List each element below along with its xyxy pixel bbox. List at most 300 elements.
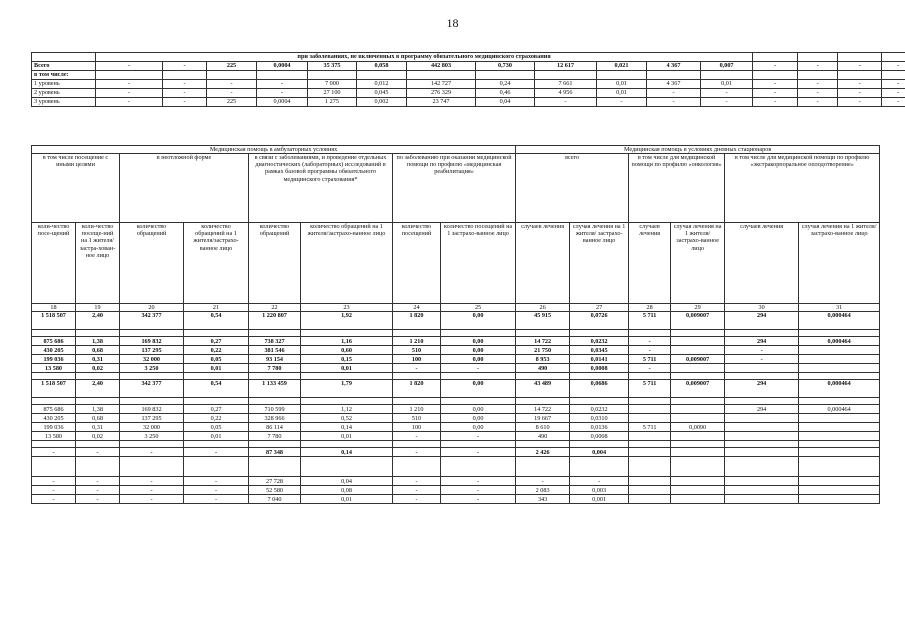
table-cell: - xyxy=(753,89,798,98)
table-cell: - xyxy=(393,364,441,373)
table-cell xyxy=(671,414,725,423)
table-cell: 137 295 xyxy=(120,346,184,355)
column-number: 22 xyxy=(249,304,301,312)
table-cell: 510 xyxy=(393,414,441,423)
group-header-ambulatory: Медицинская помощь в амбулаторных условиях xyxy=(32,146,516,154)
table-cell: 0,0008 xyxy=(570,364,629,373)
table-cell xyxy=(799,495,880,504)
table-cell: 1 518 507 xyxy=(32,380,76,398)
table-cell xyxy=(798,71,838,80)
table-cell: 0,00 xyxy=(441,312,516,330)
table-cell: 0,01 xyxy=(701,80,753,89)
main-volumes-table xyxy=(31,145,880,504)
table-cell: 8 610 xyxy=(516,423,570,432)
table-cell: - xyxy=(535,98,597,107)
table-cell: 0,46 xyxy=(476,89,535,98)
table-cell: - xyxy=(882,80,905,89)
table-cell xyxy=(257,71,308,80)
table-cell: 1 275 xyxy=(308,98,357,107)
sub-header: по заболеванию при оказании медицинской помощи по профилю «медицинская реабилитация» xyxy=(393,154,516,223)
table-cell: - xyxy=(163,80,207,89)
table-cell: - xyxy=(32,448,76,457)
table-cell: - xyxy=(882,62,905,71)
table-cell: 0,021 xyxy=(597,62,647,71)
table-cell: 93 154 xyxy=(249,355,301,364)
table-cell xyxy=(725,448,799,457)
table-cell: 5 711 xyxy=(629,380,671,398)
table-cell xyxy=(671,495,725,504)
table-cell: - xyxy=(120,448,184,457)
table-cell: - xyxy=(753,98,798,107)
table-cell xyxy=(701,71,753,80)
table-cell: - xyxy=(184,495,249,504)
table-row xyxy=(32,432,880,441)
table-cell: 0,08 xyxy=(301,486,393,495)
table-cell: 0,01 xyxy=(597,89,647,98)
table-cell: - xyxy=(882,89,905,98)
table-cell: 142 727 xyxy=(407,80,476,89)
sub-header: в том числе посещение с иными целями xyxy=(32,154,120,223)
table-cell: - xyxy=(725,355,799,364)
table-cell: 381 546 xyxy=(249,346,301,355)
table-cell xyxy=(671,405,725,414)
table-cell: 5 711 xyxy=(629,355,671,364)
table-cell: 0,15 xyxy=(301,355,393,364)
table-cell: 1 220 807 xyxy=(249,312,301,330)
table-cell: 0,01 xyxy=(301,364,393,373)
table-cell: - xyxy=(798,62,838,71)
table-cell: 3 250 xyxy=(120,432,184,441)
table-row xyxy=(32,495,880,504)
table-cell: 0,0726 xyxy=(570,312,629,330)
table-cell: - xyxy=(516,477,570,486)
table-cell: 0,31 xyxy=(76,423,120,432)
table-cell: 87 348 xyxy=(249,448,301,457)
table-cell: - xyxy=(798,89,838,98)
table-cell: 35 375 xyxy=(308,62,357,71)
table-row xyxy=(32,312,880,330)
table-cell: 0,02 xyxy=(76,364,120,373)
table-cell: 294 xyxy=(725,405,799,414)
table-cell: 0,001 xyxy=(570,495,629,504)
table-cell: - xyxy=(570,477,629,486)
table-cell xyxy=(597,71,647,80)
table-cell: 32 000 xyxy=(120,423,184,432)
table-cell: 1,38 xyxy=(76,337,120,346)
table-cell: - xyxy=(798,98,838,107)
table-cell xyxy=(725,486,799,495)
column-number: 30 xyxy=(725,304,799,312)
table-cell: - xyxy=(647,98,701,107)
table-cell: - xyxy=(184,477,249,486)
table-cell: - xyxy=(76,486,120,495)
table-cell xyxy=(671,448,725,457)
table-cell: 294 xyxy=(725,380,799,398)
table-cell: 7 780 xyxy=(249,432,301,441)
table-cell: - xyxy=(441,477,516,486)
table-cell: 1,79 xyxy=(301,380,393,398)
table-row xyxy=(32,346,880,355)
table-cell xyxy=(357,71,407,80)
table-cell: 0,00 xyxy=(441,414,516,423)
table-cell: 0,24 xyxy=(476,80,535,89)
table-cell: 0,00 xyxy=(441,355,516,364)
table-cell xyxy=(799,346,880,355)
table-cell: 0,00 xyxy=(441,346,516,355)
table-cell: - xyxy=(76,477,120,486)
table-cell: 7 040 xyxy=(249,495,301,504)
table-cell: 13 580 xyxy=(32,364,76,373)
table-cell xyxy=(629,405,671,414)
table-cell: 490 xyxy=(516,364,570,373)
table-cell: - xyxy=(838,62,882,71)
table-cell: 738 327 xyxy=(249,337,301,346)
table-cell: - xyxy=(701,98,753,107)
row-label: Всего xyxy=(32,62,96,71)
table-cell xyxy=(799,423,880,432)
column-header: количество посещений xyxy=(393,223,441,304)
column-number: 24 xyxy=(393,304,441,312)
spacer-row xyxy=(32,330,880,337)
table-cell: 13 580 xyxy=(32,432,76,441)
group-header-day-hospital: Медицинская помощь в условиях дневных стационаров xyxy=(516,146,880,154)
table-cell xyxy=(629,432,671,441)
table-cell xyxy=(207,71,257,80)
table-cell: 7 661 xyxy=(535,80,597,89)
sub-header: всего xyxy=(516,154,629,223)
table-cell: 490 xyxy=(516,432,570,441)
table-cell: - xyxy=(629,364,671,373)
table-cell xyxy=(671,337,725,346)
table-cell: 0,0141 xyxy=(570,355,629,364)
table-cell: - xyxy=(76,448,120,457)
top-summary-table xyxy=(31,52,905,107)
table-cell: 0,68 xyxy=(76,414,120,423)
table-row xyxy=(32,405,880,414)
table-cell: 32 000 xyxy=(120,355,184,364)
table-cell: 86 114 xyxy=(249,423,301,432)
table-cell xyxy=(838,71,882,80)
table-cell: 0,00 xyxy=(441,337,516,346)
table-cell: 21 750 xyxy=(516,346,570,355)
table-row xyxy=(32,414,880,423)
table-cell: - xyxy=(184,448,249,457)
table-cell: - xyxy=(96,80,163,89)
spacer-row xyxy=(32,457,880,477)
table-cell: 0,058 xyxy=(357,62,407,71)
table-cell: 0,00 xyxy=(441,405,516,414)
table-row xyxy=(32,364,880,373)
table-cell: 0,02 xyxy=(76,432,120,441)
column-header: случаев лечения xyxy=(725,223,799,304)
table-cell: 45 915 xyxy=(516,312,570,330)
table-cell: 294 xyxy=(725,337,799,346)
table-cell xyxy=(725,414,799,423)
table-cell xyxy=(725,423,799,432)
table-cell xyxy=(799,477,880,486)
table-cell: 0,0232 xyxy=(570,337,629,346)
column-number: 26 xyxy=(516,304,570,312)
table-cell: 0,68 xyxy=(76,346,120,355)
table-cell: 7 780 xyxy=(249,364,301,373)
table-cell: - xyxy=(393,486,441,495)
top-table-title: при заболеваниях, не включенных в программу обязательного медицинского страхования xyxy=(96,53,753,62)
table-cell xyxy=(725,477,799,486)
table-cell xyxy=(753,71,798,80)
table-cell: 0,27 xyxy=(184,337,249,346)
column-number: 28 xyxy=(629,304,671,312)
column-header: случая лечения на 1 жителя/ застрахо-ванное лицо xyxy=(671,223,725,304)
table-cell xyxy=(671,432,725,441)
row-label: 2 уровень xyxy=(32,89,96,98)
table-cell: 43 489 xyxy=(516,380,570,398)
table-cell: 1,38 xyxy=(76,405,120,414)
table-cell: 328 966 xyxy=(249,414,301,423)
column-number: 31 xyxy=(799,304,880,312)
table-cell xyxy=(725,432,799,441)
table-cell: - xyxy=(838,89,882,98)
sub-header: в неотложной форме xyxy=(120,154,249,223)
top-table-row xyxy=(32,89,905,98)
table-cell: 1 133 459 xyxy=(249,380,301,398)
table-cell: 1,92 xyxy=(301,312,393,330)
column-header: коли-чество посе-щений xyxy=(32,223,76,304)
table-cell: 0,14 xyxy=(301,423,393,432)
table-cell: - xyxy=(393,477,441,486)
table-cell: - xyxy=(32,495,76,504)
table-cell xyxy=(647,71,701,80)
table-cell: - xyxy=(441,364,516,373)
table-cell: - xyxy=(207,89,257,98)
table-cell: 0,54 xyxy=(184,380,249,398)
column-number: 29 xyxy=(671,304,725,312)
table-cell: 343 xyxy=(516,495,570,504)
row-label: 1 уровень xyxy=(32,80,96,89)
table-cell: - xyxy=(441,495,516,504)
row-label: 3 уровень xyxy=(32,98,96,107)
table-cell: - xyxy=(597,98,647,107)
table-cell: - xyxy=(838,98,882,107)
table-cell: 27 728 xyxy=(249,477,301,486)
table-cell xyxy=(96,71,163,80)
top-table-row xyxy=(32,71,905,80)
table-cell: 710 599 xyxy=(249,405,301,414)
table-cell: 0,000464 xyxy=(799,312,880,330)
table-cell: 0,0345 xyxy=(570,346,629,355)
table-cell: 137 295 xyxy=(120,414,184,423)
table-cell: - xyxy=(120,495,184,504)
column-number: 18 xyxy=(32,304,76,312)
table-cell xyxy=(671,486,725,495)
table-cell: 100 xyxy=(393,355,441,364)
top-table-row xyxy=(32,80,905,89)
table-cell: 4 367 xyxy=(647,62,701,71)
table-cell: 1 820 xyxy=(393,312,441,330)
spacer-row xyxy=(32,441,880,448)
table-cell: 875 686 xyxy=(32,337,76,346)
table-cell: 12 617 xyxy=(535,62,597,71)
column-header: количество обращений xyxy=(120,223,184,304)
table-cell: 0,004 xyxy=(570,448,629,457)
table-cell: 0,22 xyxy=(184,414,249,423)
table-cell xyxy=(671,346,725,355)
column-number: 27 xyxy=(570,304,629,312)
table-cell: 4 367 xyxy=(647,80,701,89)
table-cell xyxy=(725,364,799,373)
column-number: 19 xyxy=(76,304,120,312)
table-cell: 2,40 xyxy=(76,312,120,330)
table-cell: 1 210 xyxy=(393,405,441,414)
table-cell xyxy=(629,495,671,504)
table-cell: 0,0686 xyxy=(570,380,629,398)
table-cell: - xyxy=(393,448,441,457)
table-cell: 0,045 xyxy=(357,89,407,98)
table-cell: - xyxy=(184,486,249,495)
table-cell: 276 329 xyxy=(407,89,476,98)
table-cell: 1,16 xyxy=(301,337,393,346)
table-cell: - xyxy=(441,432,516,441)
table-cell: 0,01 xyxy=(301,432,393,441)
table-cell: 0,012 xyxy=(357,80,407,89)
table-cell: - xyxy=(393,495,441,504)
column-header: коли-чество посеще-ний на 1 жителя/ застра-хован-ное лицо xyxy=(76,223,120,304)
table-cell: - xyxy=(32,477,76,486)
table-cell: - xyxy=(753,80,798,89)
table-cell: - xyxy=(701,89,753,98)
table-cell: 0,0136 xyxy=(570,423,629,432)
table-cell xyxy=(882,71,905,80)
table-cell xyxy=(671,477,725,486)
table-cell xyxy=(629,477,671,486)
table-cell xyxy=(629,448,671,457)
table-cell: 510 xyxy=(393,346,441,355)
table-cell: - xyxy=(96,89,163,98)
table-cell: 4 956 xyxy=(535,89,597,98)
table-row xyxy=(32,486,880,495)
table-cell: 342 377 xyxy=(120,380,184,398)
table-cell: 19 667 xyxy=(516,414,570,423)
table-cell xyxy=(407,71,476,80)
spacer-row xyxy=(32,398,880,405)
table-cell xyxy=(799,448,880,457)
column-number: 23 xyxy=(301,304,393,312)
table-cell xyxy=(799,364,880,373)
table-cell: - xyxy=(798,80,838,89)
table-cell: 0,60 xyxy=(301,346,393,355)
table-cell: - xyxy=(32,486,76,495)
top-table-row xyxy=(32,62,905,71)
table-cell: - xyxy=(725,346,799,355)
table-cell: 14 722 xyxy=(516,405,570,414)
table-row xyxy=(32,337,880,346)
table-cell: 0,0310 xyxy=(570,414,629,423)
table-cell: - xyxy=(441,448,516,457)
table-cell: 199 036 xyxy=(32,423,76,432)
table-cell xyxy=(725,495,799,504)
table-cell: 0,00 xyxy=(441,423,516,432)
table-cell xyxy=(535,71,597,80)
table-cell: 0,730 xyxy=(476,62,535,71)
table-cell: - xyxy=(838,80,882,89)
table-cell: 0,52 xyxy=(301,414,393,423)
column-header: количество обращений на 1 жителя/застрахо-ванное лицо xyxy=(301,223,393,304)
table-cell: - xyxy=(753,62,798,71)
column-header: случаев лечения xyxy=(629,223,671,304)
column-header: случаев лечения xyxy=(516,223,570,304)
table-cell: - xyxy=(120,477,184,486)
table-row xyxy=(32,355,880,364)
table-cell: 0,54 xyxy=(184,312,249,330)
row-label: в том числе: xyxy=(32,71,96,80)
table-cell: 2,40 xyxy=(76,380,120,398)
table-cell: 8 953 xyxy=(516,355,570,364)
table-cell: 1 210 xyxy=(393,337,441,346)
table-cell: - xyxy=(629,346,671,355)
table-cell: 0,01 xyxy=(184,364,249,373)
table-cell xyxy=(671,364,725,373)
table-cell: 3 250 xyxy=(120,364,184,373)
table-cell: 0,0232 xyxy=(570,405,629,414)
spacer-row xyxy=(32,373,880,380)
table-cell: 1 518 507 xyxy=(32,312,76,330)
table-cell: 225 xyxy=(207,98,257,107)
table-cell: - xyxy=(257,80,308,89)
table-cell: - xyxy=(76,495,120,504)
table-cell: - xyxy=(96,98,163,107)
table-cell: 0,01 xyxy=(301,495,393,504)
table-cell: 199 036 xyxy=(32,355,76,364)
table-cell xyxy=(799,432,880,441)
table-cell: 7 000 xyxy=(308,80,357,89)
table-cell: 0,000464 xyxy=(799,405,880,414)
table-cell: 442 803 xyxy=(407,62,476,71)
table-cell: 0,05 xyxy=(184,355,249,364)
table-cell: 0,0008 xyxy=(570,432,629,441)
table-cell xyxy=(629,414,671,423)
table-cell: 0,01 xyxy=(184,432,249,441)
table-cell: 0,009007 xyxy=(671,380,725,398)
table-cell: 0,009007 xyxy=(671,355,725,364)
table-cell: 27 100 xyxy=(308,89,357,98)
table-cell: 1,12 xyxy=(301,405,393,414)
table-row xyxy=(32,477,880,486)
table-cell xyxy=(163,71,207,80)
table-cell xyxy=(476,71,535,80)
table-row xyxy=(32,380,880,398)
column-header: количество обращений xyxy=(249,223,301,304)
table-row xyxy=(32,423,880,432)
table-cell: 294 xyxy=(725,312,799,330)
table-cell: 0,000464 xyxy=(799,337,880,346)
table-cell xyxy=(799,486,880,495)
table-cell: 0,05 xyxy=(184,423,249,432)
table-row xyxy=(32,448,880,457)
table-cell: 23 747 xyxy=(407,98,476,107)
table-cell: 0,003 xyxy=(570,486,629,495)
column-number: 20 xyxy=(120,304,184,312)
table-cell: 5 711 xyxy=(629,423,671,432)
table-cell: 0,04 xyxy=(476,98,535,107)
table-cell: 100 xyxy=(393,423,441,432)
table-cell: 430 205 xyxy=(32,414,76,423)
table-cell: - xyxy=(882,98,905,107)
table-cell: 0,002 xyxy=(357,98,407,107)
sub-header: в том числе для медицинской помощи по профилю «онкология» xyxy=(629,154,725,223)
page-number: 18 xyxy=(446,16,459,30)
table-cell: 14 722 xyxy=(516,337,570,346)
table-cell: - xyxy=(163,98,207,107)
column-header: случая лечения на 1 жителя/ застрахо-ванное лицо xyxy=(570,223,629,304)
